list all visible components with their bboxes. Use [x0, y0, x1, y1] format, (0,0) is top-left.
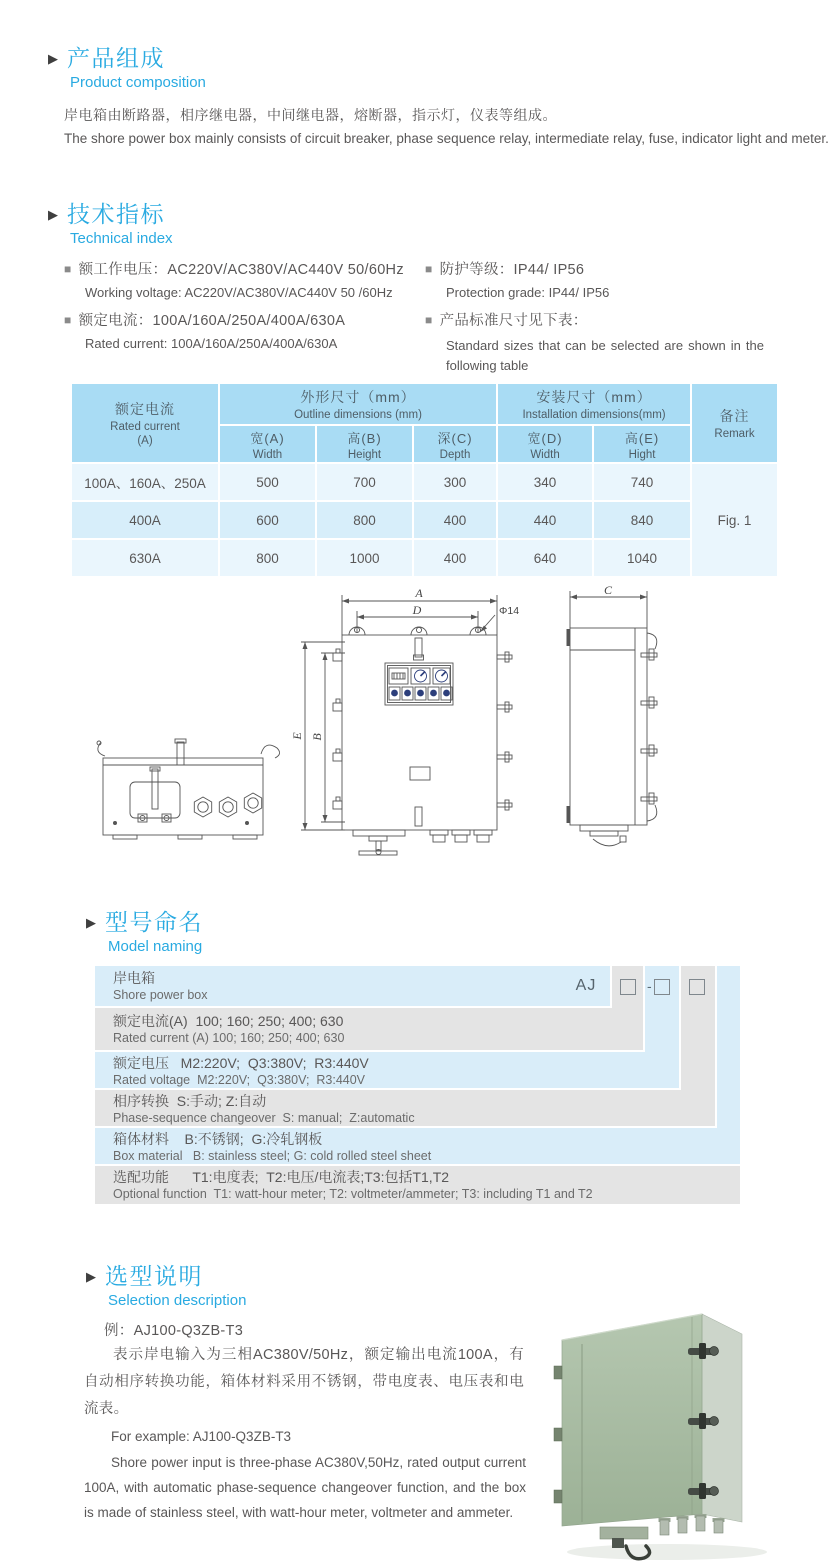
technical-drawing — [75, 585, 725, 895]
product-photo — [542, 1300, 792, 1566]
section-title-cn: 技术指标 — [67, 201, 165, 227]
cable-gland-icons — [430, 830, 492, 842]
spec-rated-current: ■ 额定电流：100A/160A/250A/400A/630A Rated current: 100A/160A/250A/400A/630A — [64, 313, 346, 351]
dim-label-e: E — [290, 732, 304, 740]
section-title-cn: 型号命名 — [105, 909, 203, 935]
table-header-remark: 备注 Remark — [692, 384, 777, 462]
model-row-rated-voltage: 额定电压 M2:220V; Q3:380V; R3:440V Rated voltage M2:220V; Q3:380V; R3:440V — [113, 1055, 369, 1087]
code-box-current — [620, 979, 636, 1000]
square-bullet-icon: ■ — [425, 262, 433, 276]
spec-protection-grade: ■ 防护等级：IP44/ IP56 Protection grade: IP44/ IP56 — [425, 262, 610, 300]
section-arrow-icon: ▶ — [48, 51, 58, 67]
box-front-face — [562, 1314, 702, 1526]
table-header-outline: 外形尺寸（mm） Outline dimensions (mm) — [220, 384, 496, 424]
dim-label-b: B — [310, 733, 324, 741]
code-box-material — [689, 979, 705, 1000]
section-title-cn: 选型说明 — [105, 1263, 203, 1289]
table-row: 100A、160A、250A 500 700 300 340 740 Fig. 1 — [72, 464, 777, 500]
table-subheader: 高(E) Hight — [594, 426, 690, 462]
hinge-icons — [333, 649, 342, 809]
selection-body-cn: 表示岸电输入为三相AC380V/50Hz，额定输出电流100A，有自动相序转换功能，箱体材料采用不锈钢，带电度表、电压表和电流表。 — [84, 1347, 524, 1417]
photo-shadow — [567, 1544, 767, 1560]
table-subheader: 宽(D) Width — [498, 426, 592, 462]
dim-label-phi: Φ14 — [499, 605, 520, 617]
model-row-shore-power-box: 岸电箱 Shore power box — [113, 970, 208, 1002]
table-header-install: 安装尺寸（mm） Installation dimensions(mm) — [498, 384, 690, 424]
dim-label-c: C — [603, 585, 613, 597]
section-title-en: Technical index — [70, 230, 173, 248]
table-header-rated-current: 额定电流 Rated current (A) — [72, 384, 218, 462]
dim-label-d: D — [412, 603, 422, 617]
model-row-phase-sequence: 相序转换 S:手动; Z:自动 Phase-sequence changeover S: manual; Z:automatic — [113, 1093, 415, 1125]
table-subheader: 宽(A) Width — [220, 426, 315, 462]
square-bullet-icon: ■ — [64, 262, 72, 276]
section-arrow-icon: ▶ — [48, 207, 58, 223]
section-title-en: Product composition — [70, 74, 206, 92]
table-subheader: 深(C) Depth — [414, 426, 496, 462]
table-row: 630A 800 1000 400 640 1040 — [72, 540, 777, 576]
composition-body-cn: 岸电箱由断路器，相序继电器，中间继电器，熔断器，指示灯，仪表等组成。 — [64, 107, 557, 123]
instrument-panel — [385, 663, 453, 705]
section-title-cn: 产品组成 — [67, 45, 165, 71]
composition-body-en: The shore power box mainly consists of circuit breaker, phase sequence relay, intermediate relay, fuse, indicator light and meter. — [64, 131, 829, 146]
indicator-lamp-icons — [389, 687, 452, 700]
spec-working-voltage: ■ 额工作电压：AC220V/AC380V/AC440V 50/60Hz Working voltage: AC220V/AC380V/AC440V 50 /60Hz — [64, 262, 404, 300]
table-remark-cell: Fig. 1 — [692, 464, 777, 576]
model-row-optional-function: 选配功能 T1:电度表; T2:电压/电流表;T3:包括T1,T2 Optional function T1: watt-hour meter; T2: voltmeter/ammeter; T3: including T1 and T2 — [113, 1169, 593, 1201]
table-row: 400A 600 800 400 440 840 — [72, 502, 777, 538]
spec-standard-sizes: ■ 产品标准尺寸见下表： Standard sizes that can be selected are shown in the following table — [425, 313, 764, 373]
lock-block — [612, 1538, 624, 1548]
code-box-voltage: - — [647, 979, 670, 1000]
hinge-icons — [554, 1366, 562, 1503]
section-product-composition — [48, 46, 206, 91]
model-row-box-material: 箱体材料 B:不锈钢; G:冷轧钢板 Box material B: stainless steel; G: cold rolled steel sheet — [113, 1131, 432, 1163]
section-arrow-icon: ▶ — [86, 915, 96, 931]
selection-example-cn: 例：AJ100-Q3ZB-T3 — [104, 1323, 244, 1339]
selection-body-en: Shore power input is three-phase AC380V,50Hz, rated output current 100A, with automatic phase-sequence changeover function, and the box is made of stainless steel, with watt-hour meter, voltmeter and ammeter. — [84, 1455, 526, 1520]
model-code-prefix: AJ — [575, 977, 597, 994]
dim-label-a: A — [415, 586, 423, 600]
hex-gland-icons — [194, 793, 261, 817]
section-selection-description — [86, 1264, 246, 1309]
section-title-en: Model naming — [108, 938, 203, 956]
table-subheader: 高(B) Height — [317, 426, 412, 462]
bottom-bracket — [600, 1527, 648, 1539]
bottom-view-drawing — [97, 739, 280, 839]
square-bullet-icon: ■ — [64, 313, 72, 327]
square-bullet-icon: ■ — [425, 313, 433, 327]
selection-example-en: For example: AJ100-Q3ZB-T3 — [111, 1429, 292, 1444]
model-row-rated-current: 额定电流(A) 100; 160; 250; 400; 630 Rated current (A) 100; 160; 250; 400; 630 — [113, 1013, 345, 1045]
side-view-drawing — [567, 591, 658, 846]
section-model-naming — [86, 910, 203, 955]
model-naming-table — [95, 966, 740, 1206]
dimension-table — [70, 382, 779, 578]
section-arrow-icon: ▶ — [86, 1269, 96, 1285]
section-technical-index — [48, 202, 173, 247]
nameplate — [410, 767, 430, 780]
section-title-en: Selection description — [108, 1292, 247, 1310]
latch-icons — [497, 652, 512, 810]
front-view-drawing — [301, 595, 512, 855]
